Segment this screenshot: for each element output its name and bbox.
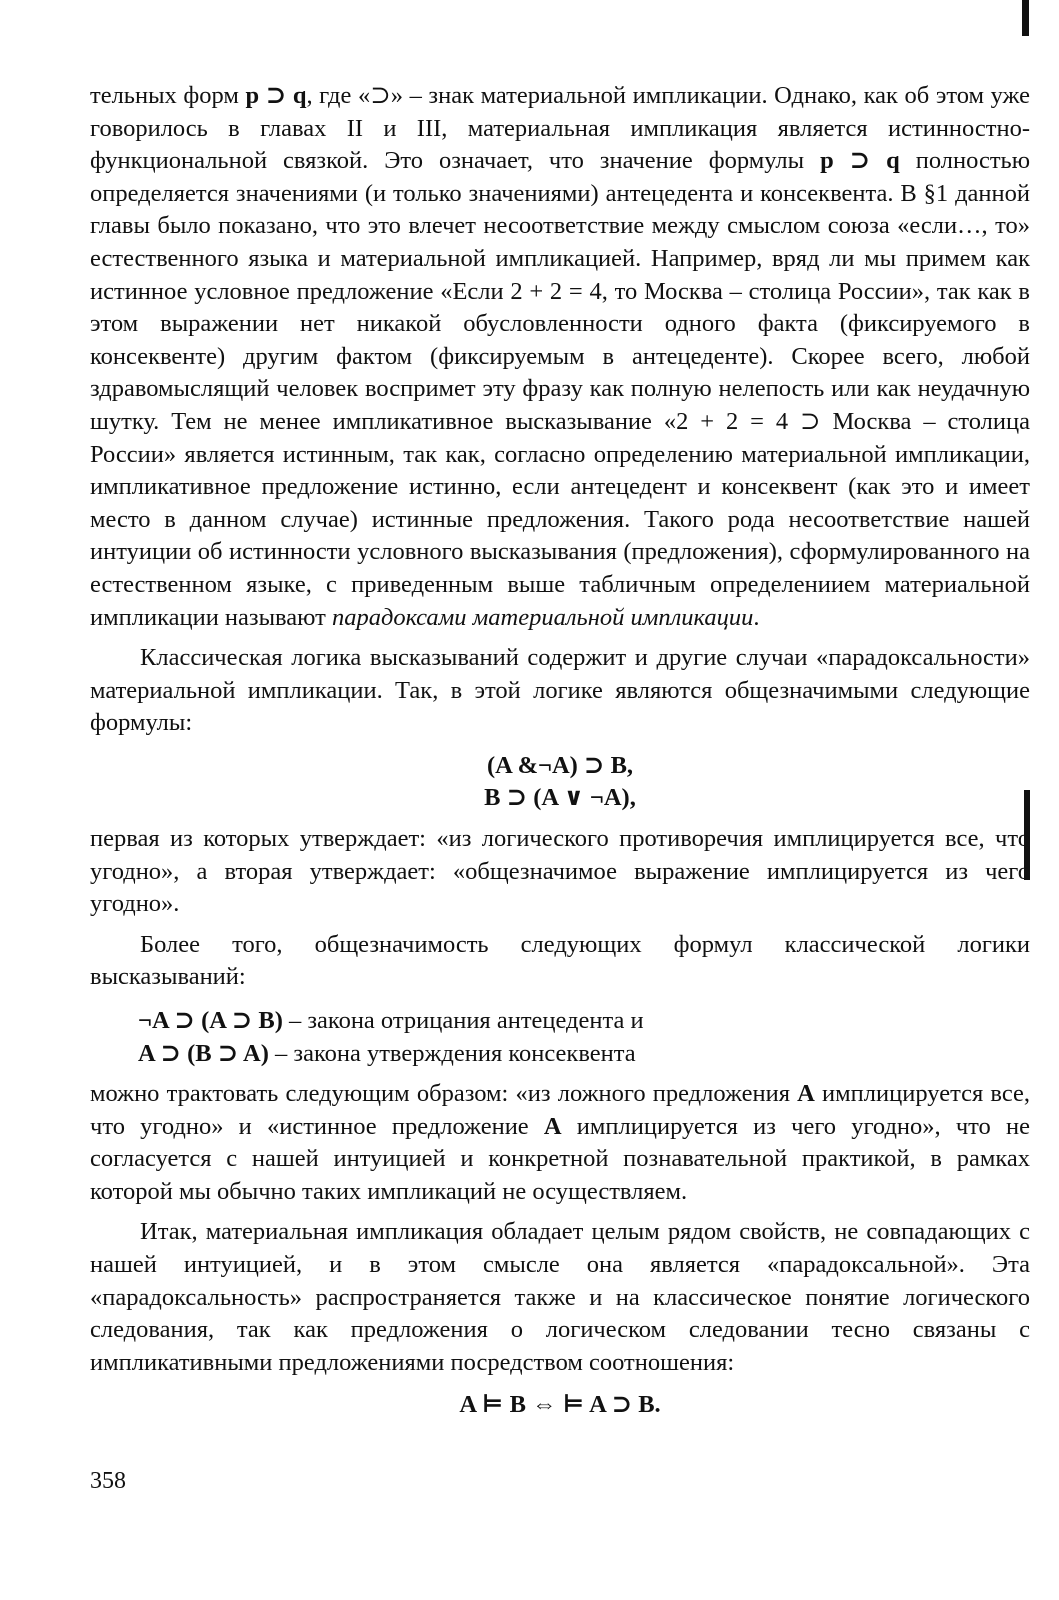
- formula-line: [138, 1004, 1030, 1037]
- paragraph-5: [90, 1078, 1030, 1208]
- paragraph-3: первая из которых утверждает: «из логического противоречия имплицируется все, что угодно», а вторая утверждает: «общезначимое выражение имплицируется из чего угодно».: [90, 825, 1030, 918]
- paragraph-1: [90, 80, 1030, 634]
- formula: (A &¬A) ⊃ B,: [486, 751, 634, 779]
- formula-block-3: [90, 1389, 1030, 1422]
- formula: A ⊨ B ⇔ ⊨ A ⊃ B.: [459, 1391, 661, 1419]
- formula: ¬A ⊃ (A ⊃ B): [138, 1007, 283, 1035]
- formula-line: [90, 750, 1030, 783]
- paragraph-4: Более того, общезначимость следующих формул классической логики высказываний:: [90, 930, 1030, 991]
- text-run: .: [753, 603, 760, 631]
- formula-inline: p ⊃ q: [245, 82, 307, 109]
- text-run: тельных форм: [90, 82, 246, 109]
- page-body: [90, 80, 1030, 1430]
- formula-line: [138, 1037, 1030, 1070]
- formula-caption: – закона отрицания антецедента и: [282, 1007, 644, 1035]
- formula-line: [90, 782, 1030, 815]
- formula-block-1: [90, 750, 1030, 815]
- formula-caption: – закона утверждения консеквента: [268, 1040, 636, 1068]
- paragraph-2: Классическая логика высказываний содержит и другие случаи «парадоксальности» материальной импликации. Так, в этой логике являются общезначимыми следующие формулы:: [90, 644, 1030, 737]
- text-run: имплицируется из чего угодно», что не согласуется с нашей интуицией и конкретной познавательной практикой, в рамках которой мы обычно таких импликаций не осуществляем.: [90, 1112, 1030, 1205]
- formula-block-2: [138, 1004, 1030, 1070]
- formula-inline: A: [543, 1112, 562, 1140]
- paragraph-6: Итак, материальная импликация обладает целым рядом свойств, не совпадающих с нашей интуицией, и в этом смысле она является «парадоксальной». Эта «парадоксальность» распространяется также и на классическое понятие логического следования, так как предложения о логическом следовании тесно связаны с импликативными предложениями посредством соотношения:: [90, 1218, 1030, 1376]
- emphasis-term: парадоксами материальной импликации: [332, 603, 754, 631]
- page-number: 358: [90, 1468, 126, 1494]
- text-run: , где «⊃» – знак материальной импликации. Однако, как об этом уже говорилось в главах II и III, материальная импликация является истинностно-функциональной связкой. Это означает, что значение формулы: [90, 82, 1030, 175]
- scan-mark-top: [1022, 0, 1029, 36]
- text-run: полностью определяется значениями (и только значениями) антецедента и консеквента. В §1 данной главы было показано, что это влечет несоответствие между смыслом союза «если…, то» естественного языка и материальной импликацией. Например, вряд ли мы примем как истинное условное предложение «Если 2 + 2 = 4, то Москва – столица России», так как в этом выражении нет никакой обусловленности одного факта (фиксируемого в консеквенте) другим фактом (фиксируемым в антецеденте). Скорее всего, любой здравомыслящий человек воспримет эту фразу как полную нелепость или как неудачную шутку. Тем не менее импликативное высказывание «2 + 2 = 4 ⊃ Москва – столица России» является истинным, так как, согласно определению материальной импликации, импликативное предложение истинно, если антецедент и консеквент (как это и имеет место в данном случае) истинные предложения. Такого рода несоответствие нашей интуиции об истинности условного высказывания (предложения), сформулированного на естественном языке, с приведенным выше табличным определениием материальной импликации называют: [90, 147, 1030, 631]
- formula: A ⊃ (B ⊃ A): [138, 1040, 269, 1068]
- text-run: имплицируется все, что угодно» и «истинное предложение: [90, 1080, 1031, 1140]
- formula-inline: p ⊃ q: [820, 147, 900, 175]
- formula-inline: A: [797, 1080, 815, 1108]
- formula: B ⊃ (A ∨ ¬A),: [484, 784, 636, 812]
- text-run: можно трактовать следующим образом: «из ложного предложения: [90, 1080, 798, 1108]
